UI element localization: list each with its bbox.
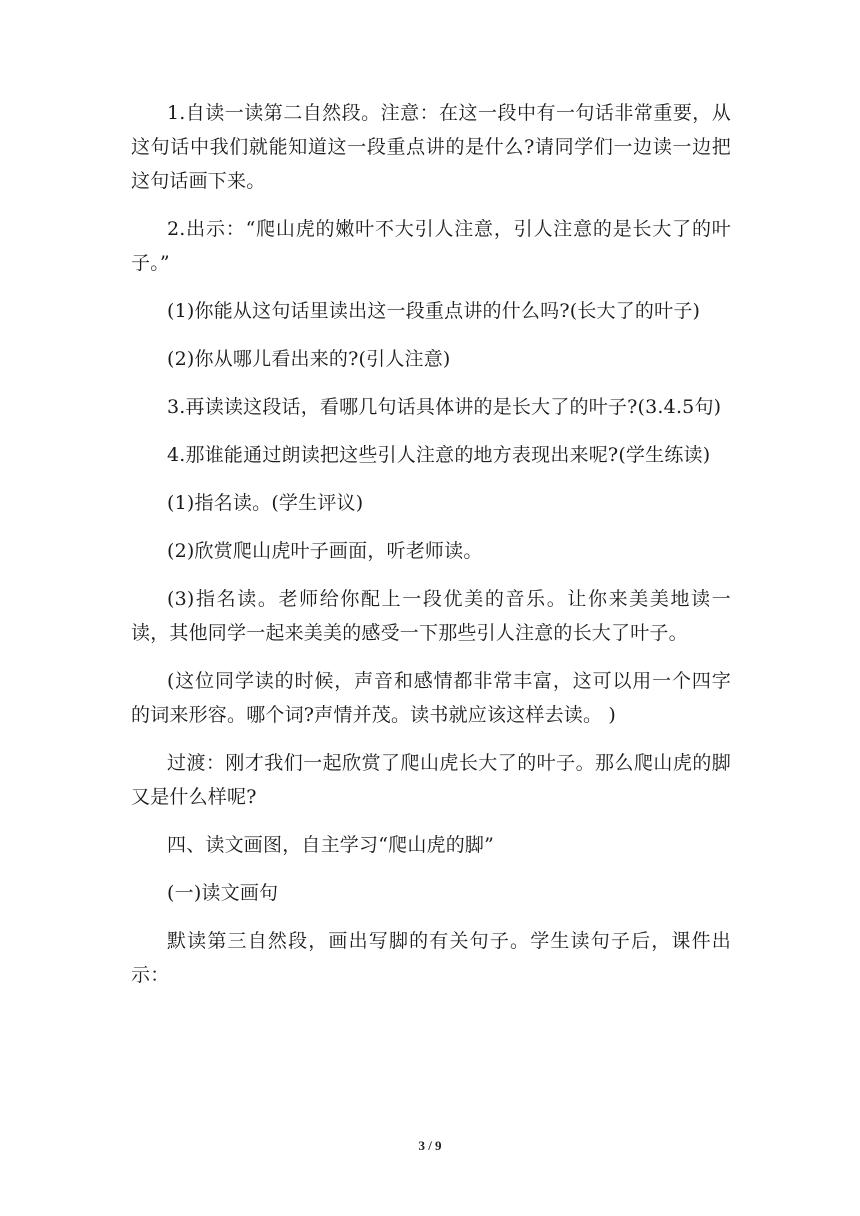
subsection-heading: (一)读文画句 [167,882,279,904]
document-body [131,96,731,1006]
paragraph-14: 默读第三自然段，画出写脚的有关句子。学生读句子后，课件出示： [131,930,731,986]
paragraph-10: (这位同学读的时候，声音和感情都非常丰富，这可以用一个四字的词来形容。哪个词?声情并茂。读书就应该这样去读。 ) [131,670,731,726]
section-heading: 四、读文画图，自主学习“爬山虎的脚” [167,834,495,856]
paragraph-5: 3.再读读这段话，看哪几句话具体讲的是长大了的叶子?(3.4.5句) [167,396,722,418]
paragraph-6: 4.那谁能通过朗读把这些引人注意的地方表现出来呢?(学生练读) [167,444,711,466]
paragraph-11: 过渡：刚才我们一起欣赏了爬山虎长大了的叶子。那么爬山虎的脚又是什么样呢? [131,752,731,808]
paragraph-3: (1)你能从这句话里读出这一段重点讲的什么吗?(长大了的叶子) [167,300,701,322]
paragraph-4: (2)你从哪儿看出来的?(引人注意) [167,348,451,370]
paragraph-8: (2)欣赏爬山虎叶子画面，听老师读。 [167,540,483,562]
paragraph-2: 2.出示：“爬山虎的嫩叶不大引人注意，引人注意的是长大了的叶子。” [131,218,731,274]
page-number: 3 / 9 [418,1138,442,1153]
paragraph-1: 1.自读一读第二自然段。注意：在这一段中有一句话非常重要，从这句话中我们就能知道这一段重点讲的是什么?请同学们一边读一边把这句话画下来。 [131,102,731,192]
paragraph-9: (3)指名读。老师给你配上一段优美的音乐。让你来美美地读一读，其他同学一起来美美的感受一下那些引人注意的长大了叶子。 [131,588,731,644]
paragraph-7: (1)指名读。(学生评议) [167,492,364,514]
